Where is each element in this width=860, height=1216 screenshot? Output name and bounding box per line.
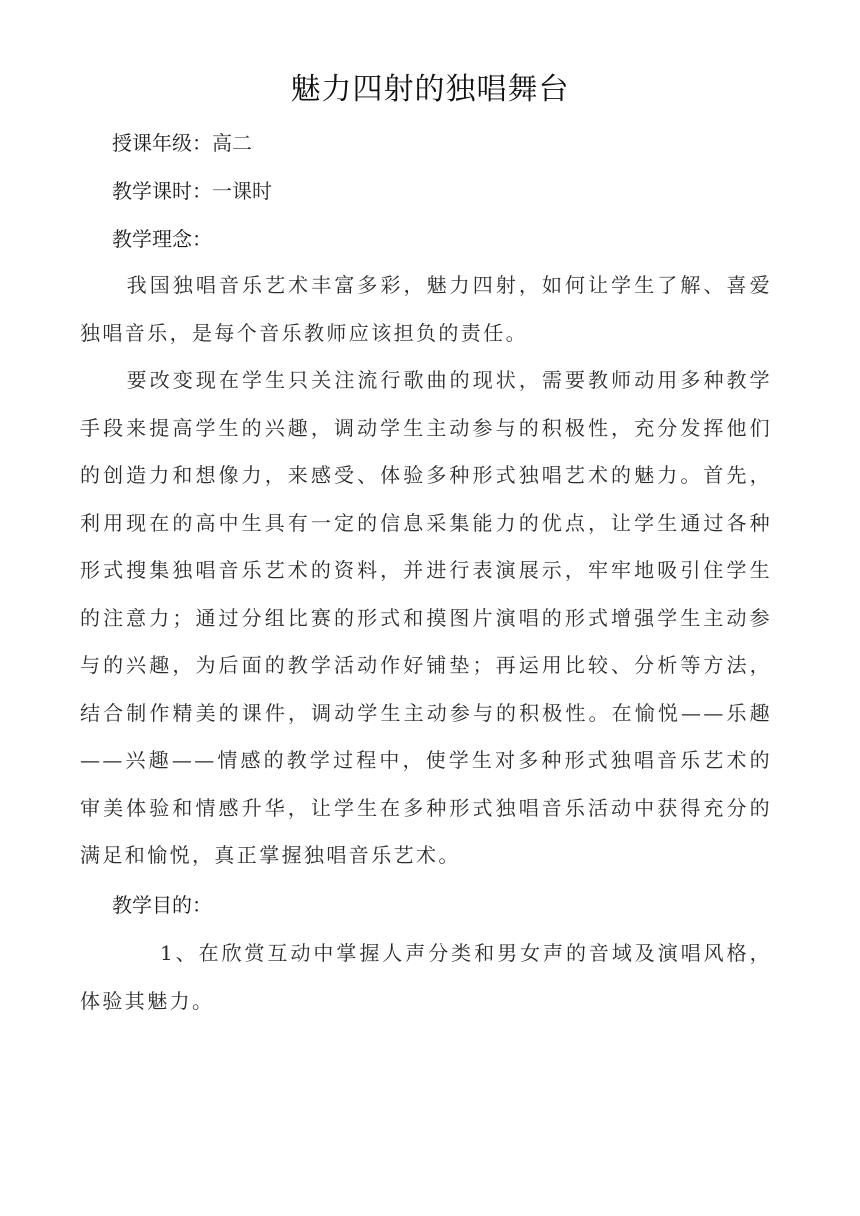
philosophy-paragraph-2 bbox=[80, 357, 772, 880]
philosophy-paragraph-1-text: 我国独唱音乐艺术丰富多彩，魅力四射，如何让学生了解、喜爱独唱音乐，是每个音乐教师应该担负的责任。 bbox=[80, 273, 772, 345]
teaching-objectives-heading: 教学目的： bbox=[112, 893, 212, 917]
class-hours-row bbox=[112, 175, 272, 208]
document-title: 魅力四射的独唱舞台 bbox=[290, 72, 570, 107]
philosophy-paragraph-2-text: 要改变现在学生只关注流行歌曲的现状，需要教师动用多种教学手段来提高学生的兴趣，调动学生主动参与的积极性，充分发挥他们的创造力和想像力，来感受、体验多种形式独唱艺术的魅力。首先，利用现在的高中生具有一定的信息采集能力的优点，让学生通过各种形式搜集独唱音乐艺术的资料，并进行表演展示，牢牢地吸引住学生的注意力；通过分组比赛的形式和摸图片演唱的形式增强学生主动参与的兴趣，为后面的教学活动作好铺垫；再运用比较、分析等方法，结合制作精美的课件，调动学生主动参与的积极性。在愉悦——乐趣——兴趣——情感的教学过程中，使学生对多种形式独唱音乐艺术的审美体验和情感升华，让学生在多种形式独唱音乐活动中获得充分的满足和愉悦，真正掌握独唱音乐艺术。 bbox=[80, 368, 772, 867]
teaching-objectives-heading-row bbox=[112, 889, 212, 922]
grade-value: 高二 bbox=[212, 131, 252, 155]
teaching-philosophy-heading-row bbox=[112, 223, 212, 256]
objective-item-1 bbox=[80, 930, 772, 1025]
objective-item-1-text: 1、在欣赏互动中掌握人声分类和男女声的音域及演唱风格，体验其魅力。 bbox=[80, 941, 772, 1013]
class-hours-value: 一课时 bbox=[212, 179, 272, 203]
grade-label: 授课年级： bbox=[112, 131, 212, 155]
teaching-philosophy-heading: 教学理念： bbox=[112, 227, 212, 251]
grade-row bbox=[112, 127, 252, 160]
philosophy-paragraph-1 bbox=[80, 262, 772, 357]
class-hours-label: 教学课时： bbox=[112, 179, 212, 203]
